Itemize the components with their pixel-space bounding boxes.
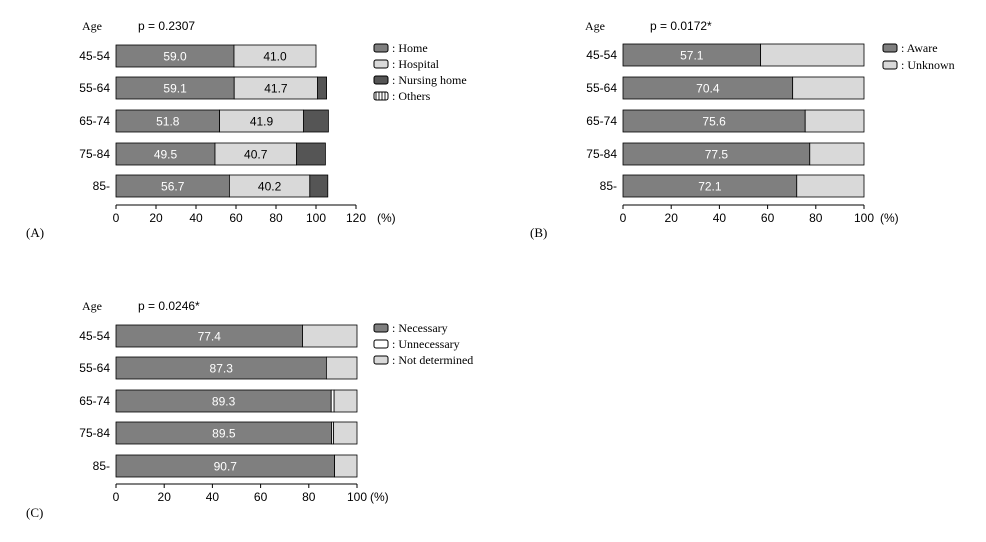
bar-segment bbox=[331, 390, 334, 412]
chart-panel-3 bbox=[26, 299, 473, 520]
category-label: 75-84 bbox=[79, 426, 110, 440]
x-unit-label: (%) bbox=[880, 211, 899, 225]
category-label: 65-74 bbox=[79, 114, 110, 128]
category-label: 45-54 bbox=[79, 49, 110, 63]
x-tick-label: 40 bbox=[205, 490, 220, 504]
category-label: 85- bbox=[599, 179, 617, 193]
x-tick-label: 80 bbox=[269, 211, 283, 225]
bar-segment bbox=[797, 175, 864, 197]
bar-segment bbox=[303, 110, 328, 132]
x-tick-label: 100 bbox=[853, 211, 875, 225]
legend-label: : Necessary bbox=[392, 321, 448, 335]
legend-swatch bbox=[883, 44, 897, 52]
category-label: 85- bbox=[92, 179, 110, 193]
bar-segment bbox=[334, 390, 357, 412]
category-label: 55-64 bbox=[79, 81, 110, 95]
x-tick-label: 80 bbox=[302, 490, 316, 504]
data-label: 51.8 bbox=[156, 114, 180, 129]
panel-label: (C) bbox=[26, 505, 44, 520]
bar-segment bbox=[793, 77, 864, 99]
legend-swatch bbox=[374, 340, 388, 348]
category-label: 85- bbox=[92, 459, 110, 473]
x-tick-label: 20 bbox=[149, 211, 163, 225]
x-tick-label: 20 bbox=[157, 490, 171, 504]
data-label: 77.5 bbox=[704, 147, 729, 162]
data-label: 72.1 bbox=[698, 179, 722, 194]
data-label: 77.4 bbox=[197, 329, 221, 344]
x-tick-label: 60 bbox=[253, 490, 268, 504]
chart-panel-2 bbox=[530, 19, 955, 240]
data-label: 41.9 bbox=[249, 114, 274, 129]
legend-swatch bbox=[374, 356, 388, 364]
chart-title: p = 0.0172* bbox=[650, 19, 712, 33]
data-label: 87.3 bbox=[209, 361, 233, 376]
category-label: 65-74 bbox=[586, 114, 617, 128]
bar-segment bbox=[335, 455, 357, 477]
bar-segment bbox=[318, 77, 327, 99]
data-label: 49.5 bbox=[153, 147, 178, 162]
data-label: 70.4 bbox=[696, 81, 720, 96]
data-label: 41.7 bbox=[264, 81, 288, 96]
x-tick-label: 0 bbox=[112, 211, 120, 225]
category-label: 65-74 bbox=[79, 394, 110, 408]
x-tick-label: 40 bbox=[189, 211, 203, 225]
x-tick-label: 80 bbox=[809, 211, 823, 225]
legend-label: : Aware bbox=[901, 41, 938, 55]
data-label: 59.1 bbox=[163, 81, 187, 96]
data-label: 57.1 bbox=[680, 48, 704, 63]
legend-swatch bbox=[374, 76, 388, 84]
bar-segment bbox=[334, 422, 357, 444]
x-tick-label: 0 bbox=[112, 490, 120, 504]
bar-segment bbox=[805, 110, 864, 132]
legend-swatch bbox=[374, 92, 388, 100]
bar-segment bbox=[303, 325, 357, 347]
bar-segment bbox=[810, 143, 864, 165]
x-tick-label: 20 bbox=[664, 211, 678, 225]
x-tick-label: 0 bbox=[619, 211, 627, 225]
category-label: 55-64 bbox=[586, 81, 617, 95]
chart-panel-1 bbox=[26, 19, 467, 240]
category-label: 55-64 bbox=[79, 361, 110, 375]
data-label: 41.0 bbox=[263, 49, 287, 64]
x-tick-label: 40 bbox=[712, 211, 727, 225]
legend-swatch bbox=[374, 44, 388, 52]
legend-label: : Nursing home bbox=[392, 73, 467, 87]
data-label: 89.3 bbox=[211, 394, 236, 409]
y-axis-label: Age bbox=[585, 19, 605, 33]
chart-title: p = 0.0246* bbox=[138, 299, 200, 313]
category-label: 75-84 bbox=[586, 147, 617, 161]
legend-label: : Unnecessary bbox=[392, 337, 460, 351]
data-label: 56.7 bbox=[161, 179, 185, 194]
category-label: 75-84 bbox=[79, 147, 110, 161]
legend-label: : Not determined bbox=[392, 353, 474, 367]
legend-swatch bbox=[374, 324, 388, 332]
x-tick-label: 100 bbox=[346, 490, 368, 504]
x-unit-label: (%) bbox=[370, 490, 389, 504]
data-label: 40.2 bbox=[257, 179, 282, 194]
bar-segment bbox=[296, 143, 325, 165]
data-label: 40.7 bbox=[244, 147, 268, 162]
chart-title: p = 0.2307 bbox=[138, 19, 196, 33]
y-axis-label: Age bbox=[82, 19, 102, 33]
data-label: 90.7 bbox=[213, 459, 237, 474]
bar-segment bbox=[326, 357, 357, 379]
legend-swatch bbox=[883, 61, 897, 69]
x-tick-label: 120 bbox=[345, 211, 367, 225]
legend-label: : Others bbox=[392, 89, 431, 103]
data-label: 59.0 bbox=[163, 49, 187, 64]
legend-label: : Home bbox=[392, 41, 428, 55]
bar-segment bbox=[761, 44, 864, 66]
x-tick-label: 60 bbox=[229, 211, 243, 225]
y-axis-label: Age bbox=[82, 299, 102, 313]
category-label: 45-54 bbox=[586, 48, 617, 62]
category-label: 45-54 bbox=[79, 329, 110, 343]
panel-label: (B) bbox=[530, 225, 548, 240]
panel-label: (A) bbox=[26, 225, 45, 240]
legend-label: : Unknown bbox=[901, 58, 955, 72]
data-label: 75.6 bbox=[702, 114, 726, 129]
bar-segment bbox=[310, 175, 328, 197]
legend-label: : Hospital bbox=[392, 57, 439, 71]
x-tick-label: 100 bbox=[305, 211, 327, 225]
x-tick-label: 60 bbox=[760, 211, 775, 225]
x-unit-label: (%) bbox=[377, 211, 396, 225]
data-label: 89.5 bbox=[212, 426, 236, 441]
legend-swatch bbox=[374, 60, 388, 68]
